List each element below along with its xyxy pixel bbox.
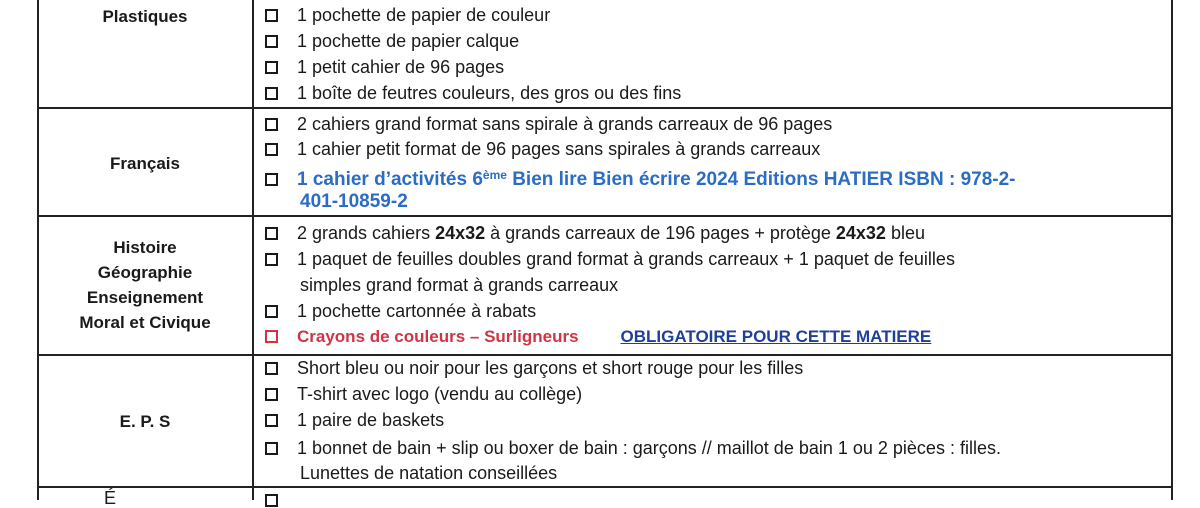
checkbox[interactable] xyxy=(265,173,278,186)
subject-pe: E. P. S xyxy=(119,412,171,431)
checkbox[interactable] xyxy=(265,143,278,156)
row-divider xyxy=(37,486,1173,488)
item-text: 1 bonnet de bain + slip ou boxer de bain : garçons // maillot de bain 1 ou 2 pièces : filles. xyxy=(297,438,1001,458)
list-item: 2 grands cahiers 24x32 à grands carreaux de 196 pages + protège 24x32 bleu xyxy=(265,221,1175,246)
item-text: 1 cahier petit format de 96 pages sans spirales à grands carreaux xyxy=(297,139,821,159)
item-text: Short bleu ou noir pour les garçons et short rouge pour les filles xyxy=(297,358,804,378)
item-text: Crayons de couleurs – Surligneurs xyxy=(297,327,579,346)
subject-arts: Plastiques xyxy=(102,7,188,26)
item-text: 2 cahiers grand format sans spirale à grands carreaux de 96 pages xyxy=(297,114,833,134)
item-text: 1 paire de baskets xyxy=(297,410,445,430)
item-text: 1 petit cahier de 96 pages xyxy=(297,57,505,77)
next-subject-partial: É xyxy=(104,488,117,508)
item-text: 1 boîte de feutres couleurs, des gros ou des fins xyxy=(297,83,682,103)
list-item-highlight xyxy=(265,163,1175,192)
item-text: 1 pochette cartonnée à rabats xyxy=(297,301,537,321)
required-note: OBLIGATOIRE POUR CETTE MATIERE xyxy=(620,327,932,346)
list-item xyxy=(265,356,1175,381)
item-text: T-shirt avec logo (vendu au collège) xyxy=(297,384,583,404)
list-item xyxy=(265,299,1175,324)
row-divider xyxy=(37,215,1173,217)
list-item xyxy=(265,247,1175,272)
checkbox[interactable] xyxy=(265,61,278,74)
checkbox[interactable] xyxy=(265,9,278,22)
checkbox[interactable] xyxy=(265,87,278,100)
subject-line: Moral et Civique xyxy=(79,313,211,332)
table-column-divider xyxy=(252,0,254,500)
checkbox[interactable] xyxy=(265,442,278,455)
checkbox[interactable] xyxy=(265,362,278,375)
list-item xyxy=(265,29,1175,54)
subject-line: Histoire xyxy=(113,238,177,257)
checkbox[interactable] xyxy=(265,414,278,427)
subject-line: Géographie xyxy=(97,263,193,282)
checkbox[interactable] xyxy=(265,35,278,48)
list-item xyxy=(265,81,1175,106)
list-item xyxy=(265,382,1175,407)
list-item-required xyxy=(265,324,1175,349)
list-item xyxy=(265,3,1175,28)
row-divider xyxy=(37,107,1173,109)
list-item xyxy=(265,137,1175,162)
workbook-isbn-continuation: 401-10859-2 xyxy=(300,191,408,212)
checkbox[interactable] xyxy=(265,305,278,318)
checkbox[interactable] xyxy=(265,253,278,266)
list-item xyxy=(265,408,1175,433)
checkbox[interactable] xyxy=(265,118,278,131)
item-text: 1 pochette de papier de couleur xyxy=(297,5,551,25)
list-item xyxy=(265,112,1175,137)
checkbox[interactable] xyxy=(265,227,278,240)
subject-history-geography xyxy=(40,235,250,335)
subject-line: Enseignement xyxy=(86,288,204,307)
list-item xyxy=(265,55,1175,80)
checkbox[interactable] xyxy=(265,388,278,401)
item-text: 1 paquet de feuilles doubles grand format à grands carreaux + 1 paquet de feuilles xyxy=(297,249,955,269)
item-text: 1 pochette de papier calque xyxy=(297,31,520,51)
subject-french: Français xyxy=(110,154,180,173)
list-item xyxy=(265,436,1175,461)
item-continuation: Lunettes de natation conseillées xyxy=(300,463,558,483)
item-continuation: simples grand format à grands carreaux xyxy=(300,275,619,295)
checkbox[interactable] xyxy=(265,330,278,343)
table-border-left xyxy=(37,0,39,500)
checkbox[interactable] xyxy=(265,494,278,507)
workbook-text: 1 cahier d’activités 6ème Bien lire Bien écrire 2024 Editions HATIER ISBN : 978-2- xyxy=(297,168,1016,190)
